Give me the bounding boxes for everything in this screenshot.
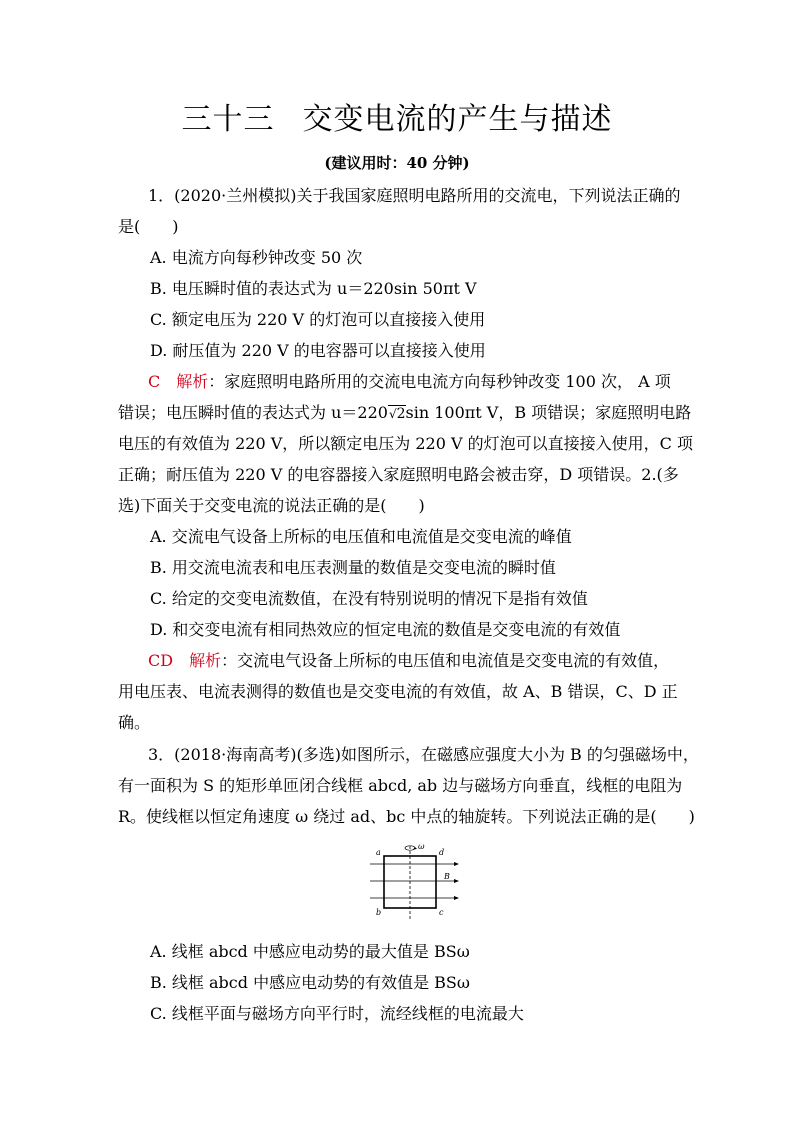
q2-stem-line: 选)下面关于交变电流的说法正确的是( ) xyxy=(118,496,425,515)
field-arrow xyxy=(454,862,459,866)
q1-analysis-line-4: 正确；耐压值为 220 V 的电容器接入家庭照明电路会被击穿，D 项错误。2.(多 xyxy=(118,465,679,484)
page-title xyxy=(0,94,794,138)
q2-option-c: C. 给定的交变电流数值，在没有特别说明的情况下是指有效值 xyxy=(150,589,588,608)
label-a: a xyxy=(376,848,381,857)
q3-stem-line-3: R。使线框以恒定角速度 ω 绕过 ad、bc 中点的轴旋转。下列说法正确的是( ) xyxy=(118,807,695,826)
q1-stem-line-1: 1．(2020·兰州模拟)关于我国家庭照明电路所用的交流电，下列说法正确的 xyxy=(148,186,681,205)
q1-option-b: B. 电压瞬时值的表达式为 u＝220sin 50πt V xyxy=(150,279,477,298)
coil-diagram xyxy=(366,840,462,926)
q1-option-a: A. 电流方向每秒钟改变 50 次 xyxy=(150,248,363,267)
coil-in-magnetic-field-figure xyxy=(366,840,462,926)
q1-option-d: D. 耐压值为 220 V 的电容器可以直接接入使用 xyxy=(150,341,486,360)
q2-analysis-line-2: 用电压表、电流表测得的数值也是交变电流的有效值，故 A、B 错误，C、D 正 xyxy=(118,682,678,701)
q1-analysis-line-1 xyxy=(148,372,708,392)
q2-analysis-label: 解析 xyxy=(189,651,222,670)
q3-stem-line-1: 3．(2018·海南高考)(多选)如图所示，在磁感应强度大小为 B 的匀强磁场中， xyxy=(148,745,699,764)
q3-option-a: A. 线框 abcd 中感应电动势的最大值是 BSω xyxy=(150,942,470,961)
sqrt-symbol: √2 xyxy=(388,406,406,422)
label-b: b xyxy=(376,908,382,917)
q3-option-c: C. 线框平面与磁场方向平行时，流经线框的电流最大 xyxy=(150,1004,524,1023)
label-d: d xyxy=(439,848,445,857)
field-arrow xyxy=(454,879,459,883)
q2-option-b: B. 用交流电流表和电压表测量的数值是交变电流的瞬时值 xyxy=(150,558,556,577)
q1-analysis-text-2a: 错误；电压瞬时值的表达式为 u＝220 xyxy=(118,403,388,422)
q3-option-b: B. 线框 abcd 中感应电动势的有效值是 BSω xyxy=(150,973,470,992)
q1-analysis-text-2b: sin 100πt V，B 项错误；家庭照明电路 xyxy=(405,403,692,422)
suggested-time: (建议用时：40 分钟) xyxy=(324,154,470,172)
q3-stem-line-2: 有一面积为 S 的矩形单匝闭合线框 abcd, ab 边与磁场方向垂直，线框的电阻为 xyxy=(118,776,683,795)
title-text: 交变电流的产生与描述 xyxy=(302,102,613,137)
q1-analysis-label: 解析 xyxy=(176,372,209,391)
q1-analysis-line-2 xyxy=(118,403,692,424)
label-omega: ω xyxy=(418,842,425,851)
label-B: B xyxy=(444,872,450,881)
label-c: c xyxy=(439,908,444,917)
sqrt-radicand: 2 xyxy=(396,406,406,422)
q1-stem-line-2: 是( ) xyxy=(118,217,179,236)
q2-analysis-line-1 xyxy=(148,651,708,671)
q1-analysis-line-3: 电压的有效值为 220 V，所以额定电压为 220 V 的灯泡可以直接接入使用，C 项 xyxy=(118,434,693,453)
q2-option-a: A. 交流电气设备上所标的电压值和电流值是交变电流的峰值 xyxy=(150,527,572,546)
q1-answer: C xyxy=(148,372,161,391)
q2-analysis-text-1: ：交流电气设备上所标的电压值和电流值是交变电流的有效值， xyxy=(221,651,670,670)
field-arrow xyxy=(454,896,459,900)
q2-option-d: D. 和交变电流有相同热效应的恒定电流的数值是交变电流的有效值 xyxy=(150,620,621,639)
q2-analysis-line-3: 确。 xyxy=(118,713,151,732)
q1-option-c: C. 额定电压为 220 V 的灯泡可以直接接入使用 xyxy=(150,310,486,329)
title-number: 三十三 xyxy=(181,102,275,137)
rotation-arrowhead xyxy=(413,847,417,850)
q2-answer: CD xyxy=(148,651,174,670)
q1-analysis-text-1: ：家庭照明电路所用的交流电电流方向每秒钟改变 100 次， A 项 xyxy=(208,372,671,391)
